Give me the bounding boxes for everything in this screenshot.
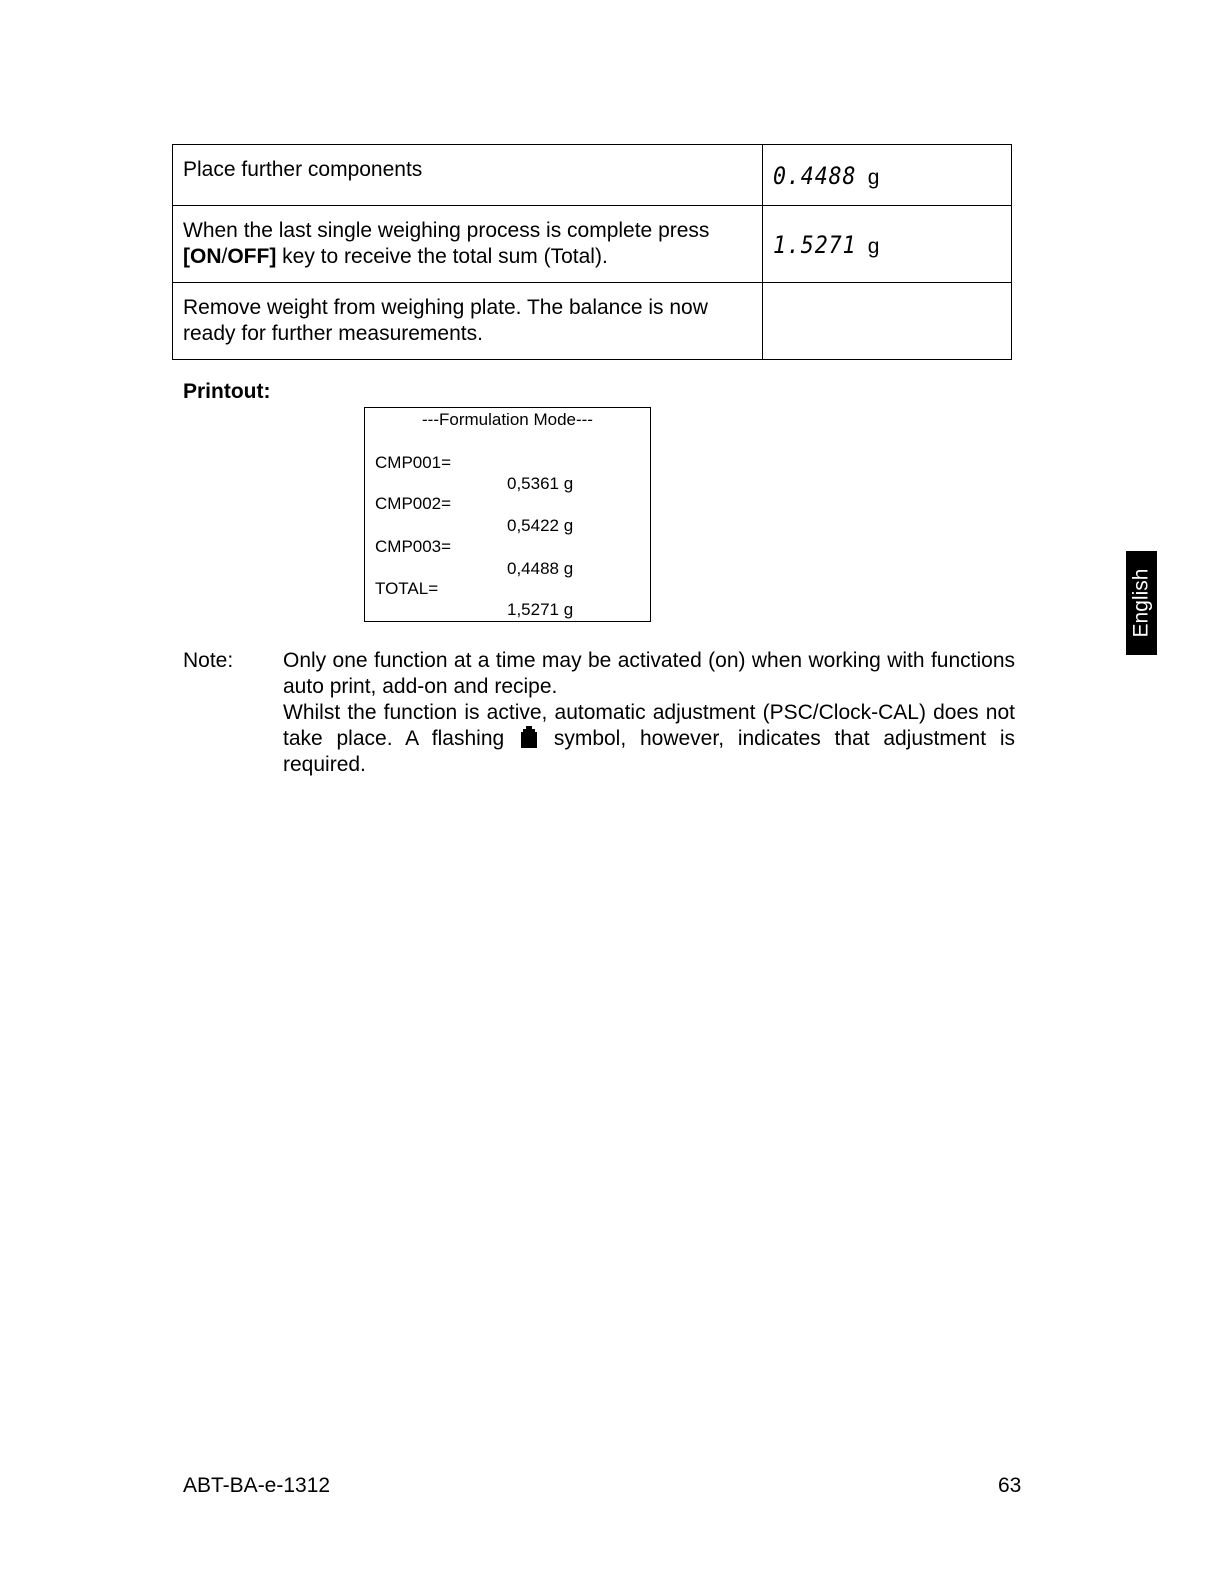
- instruction-text: Remove weight from weighing plate. The balance is now ready for further measurements.: [183, 296, 708, 345]
- instruction-cell: [173, 145, 763, 206]
- printout-entry-value: 0,5361 g: [507, 474, 574, 493]
- printout-entry-label: CMP002=: [375, 494, 452, 513]
- printout-entry-label: CMP001=: [375, 453, 452, 472]
- note-text: Whilst the function is active, automatic adjustment (PSC/Clock-CAL) does not take place. A flashing: [283, 701, 1015, 750]
- display-cell: [763, 206, 1012, 283]
- printout-entry-value: 0,5422 g: [507, 516, 574, 535]
- procedure-table: [172, 144, 1012, 360]
- procedure-row: [173, 145, 1012, 206]
- note-body: [283, 648, 1015, 778]
- display-cell: [763, 145, 1012, 206]
- adjustment-weight-icon: [520, 726, 538, 748]
- display-unit: g: [867, 235, 880, 258]
- key-name-off: OFF]: [227, 245, 277, 268]
- note-paragraph: [283, 700, 1015, 778]
- printout-entry-value: 0,4488 g: [507, 559, 574, 578]
- instruction-cell: [173, 206, 763, 283]
- key-name-on: [ON: [183, 245, 222, 268]
- procedure-row: [173, 283, 1012, 360]
- language-tab-label: English: [1129, 568, 1153, 638]
- instruction-cell: [173, 283, 763, 360]
- note-label: Note:: [183, 649, 234, 672]
- language-tab: [1126, 551, 1157, 655]
- display-unit: g: [867, 166, 880, 189]
- printout-entry-label: TOTAL=: [375, 579, 439, 598]
- note-text: symbol, however, indicates that adjustment is required.: [283, 727, 1016, 776]
- key-separator: /: [221, 245, 228, 268]
- procedure-row: [173, 206, 1012, 283]
- display-reading: 0.4488: [773, 162, 857, 190]
- printout-heading: Printout:: [183, 380, 271, 403]
- display-reading: 1.5271: [773, 231, 857, 259]
- instruction-text: key to receive the total sum (Total).: [276, 245, 608, 268]
- instruction-text: Place further components: [183, 158, 423, 181]
- printout-sample: [364, 407, 651, 622]
- instruction-text: When the last single weighing process is complete press: [183, 219, 710, 242]
- note-paragraph: Only one function at a time may be activated (on) when working with functions auto print, add-on and recipe.: [283, 649, 1015, 698]
- document-code: ABT-BA-e-1312: [183, 1474, 331, 1497]
- printout-entry-value: 1,5271 g: [507, 600, 574, 619]
- printout-entry-label: CMP003=: [375, 537, 452, 556]
- printout-header: ---Formulation Mode---: [422, 410, 593, 429]
- display-cell: [763, 283, 1012, 360]
- page-number: 63: [998, 1474, 1022, 1497]
